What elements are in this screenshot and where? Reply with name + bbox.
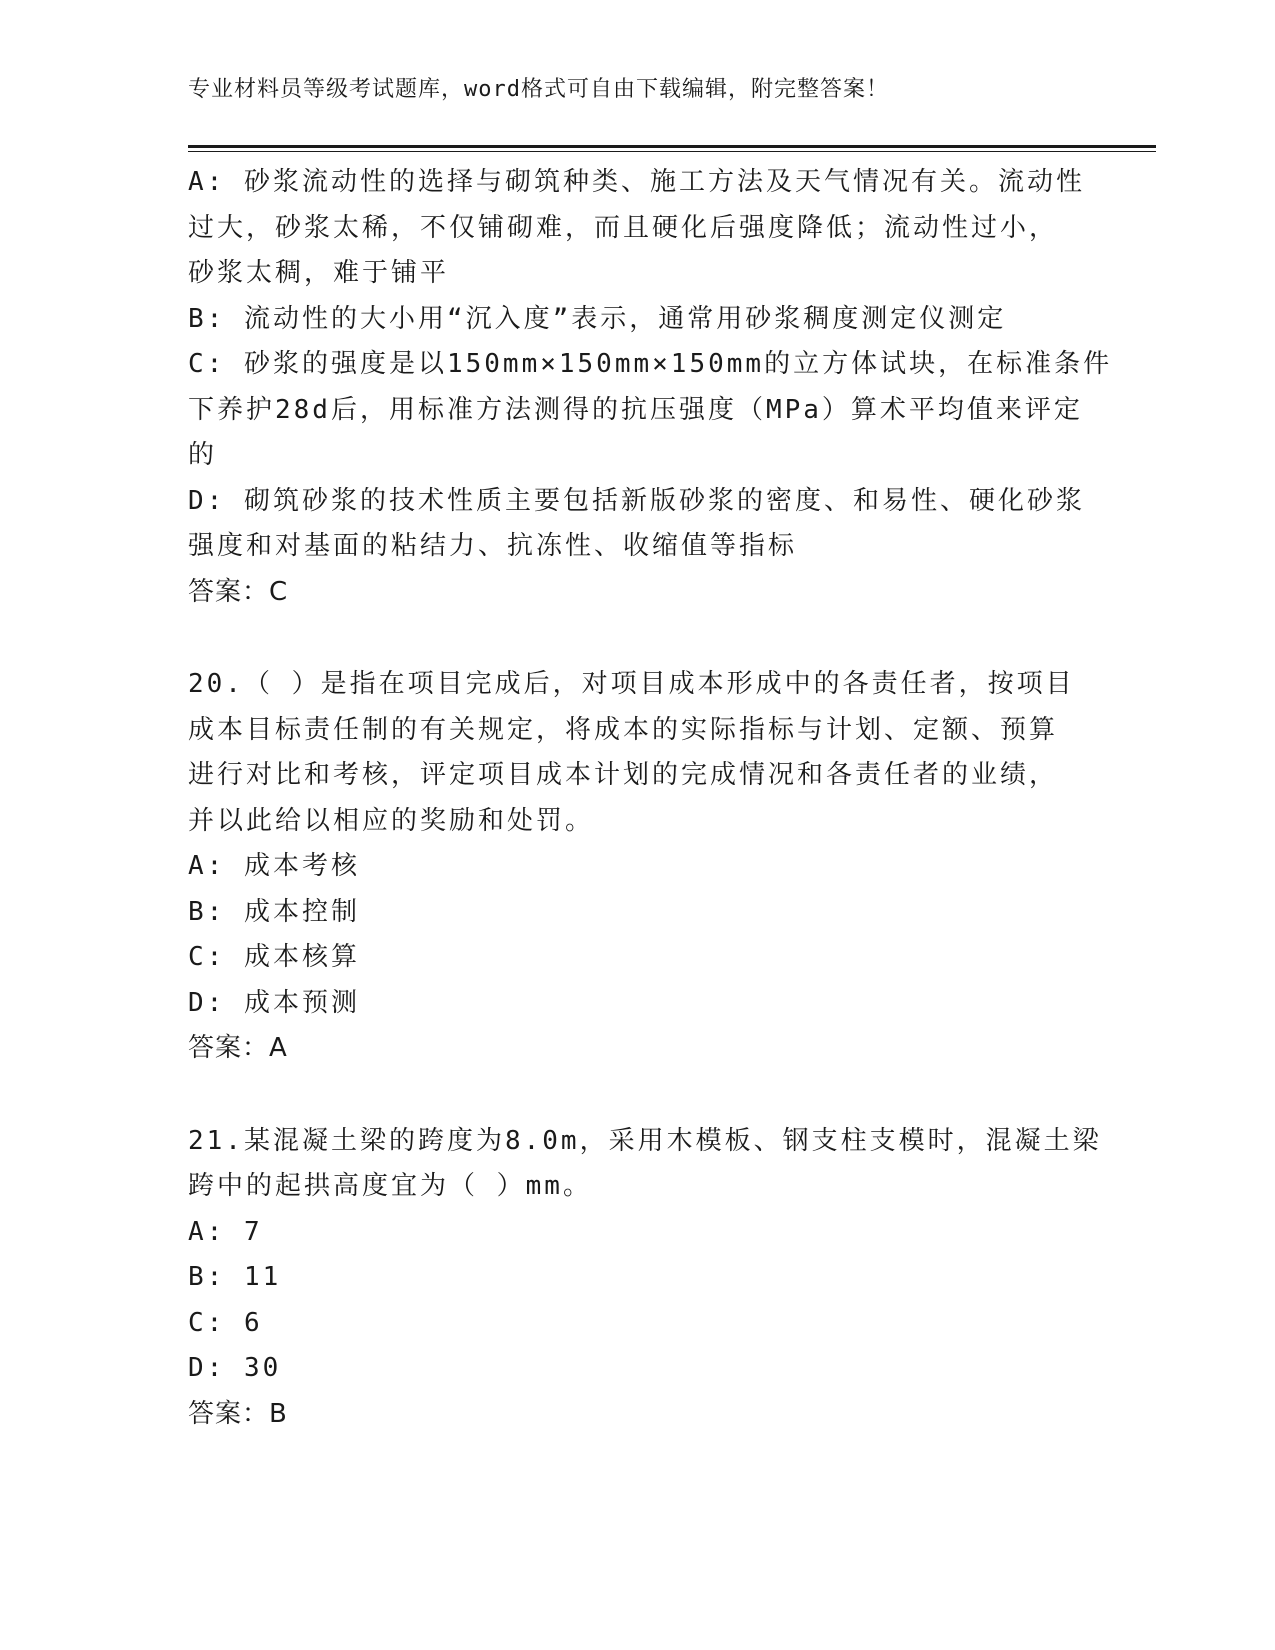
text-line: 强度和对基面的粘结力、抗冻性、收缩值等指标 [188,531,798,561]
q20-option-b: B: 成本控制 [188,896,360,927]
q20-option-a: A: 成本考核 [188,851,360,881]
q21-option-b: B: 11 [188,1262,282,1292]
text-line: A: 砂浆流动性的选择与砌筑种类、施工方法及天气情况有关。流动性 [188,167,1085,197]
text-line: 砂浆太稠，难于铺平 [188,258,450,288]
text-line: C: 砂浆的强度是以150mm×150mm×150mm的立方体试块，在标准条件 [188,349,1113,379]
q19-option-b [188,297,1088,343]
q19-option-c [188,342,1113,479]
q21-option-c: C: 6 [188,1307,263,1338]
text-line: 21.某混凝土梁的跨度为8.0m，采用木模板、钢支柱支模时，混凝土梁 [188,1125,1102,1156]
q21-stem [188,1119,1102,1210]
question-gap [188,615,1088,662]
text-line: 的 [188,440,218,470]
question-content [188,160,1113,1437]
q21-option-a: A: 7 [188,1216,263,1247]
q20-stem [188,662,1088,844]
q19-option-a [188,160,1088,297]
text-line: 成本目标责任制的有关规定，将成本的实际指标与计划、定额、预算 [188,714,1059,745]
q20-option-c: C: 成本核算 [188,942,360,972]
question-gap [188,1072,1088,1119]
text-line: B: 流动性的大小用“沉入度”表示，通常用砂浆稠度测定仪测定 [188,303,1007,334]
q21-option-d: D: 30 [188,1353,282,1383]
q19-answer: 答案：C [188,576,289,607]
text-line: 进行对比和考核，评定项目成本计划的完成情况和各责任者的业绩， [188,760,1059,790]
page-header: 专业材料员等级考试题库，word格式可自由下载编辑，附完整答案！ [188,77,889,102]
text-line: D: 砌筑砂浆的技术性质主要包括新版砂浆的密度、和易性、硬化砂浆 [188,485,1085,516]
text-line: 下养护28d后，用标准方法测得的抗压强度（MPa）算术平均值来评定 [188,394,1083,425]
q19-option-d [188,479,1088,570]
text-line: 20.（ ）是指在项目完成后，对项目成本形成中的各责任者，按项目 [188,669,1075,699]
q21-answer: 答案：B [188,1398,288,1429]
header-rule-thin [188,151,1156,152]
text-line: 跨中的起拱高度宜为（ ）mm。 [188,1171,592,1201]
text-line: 并以此给以相应的奖励和处罚。 [188,805,595,836]
header-rule-thick [188,145,1156,148]
text-line: 过大，砂浆太稀，不仅铺砌难，而且硬化后强度降低；流动性过小， [188,212,1059,243]
q20-option-d: D: 成本预测 [188,987,360,1018]
q20-answer: 答案：A [188,1033,288,1063]
